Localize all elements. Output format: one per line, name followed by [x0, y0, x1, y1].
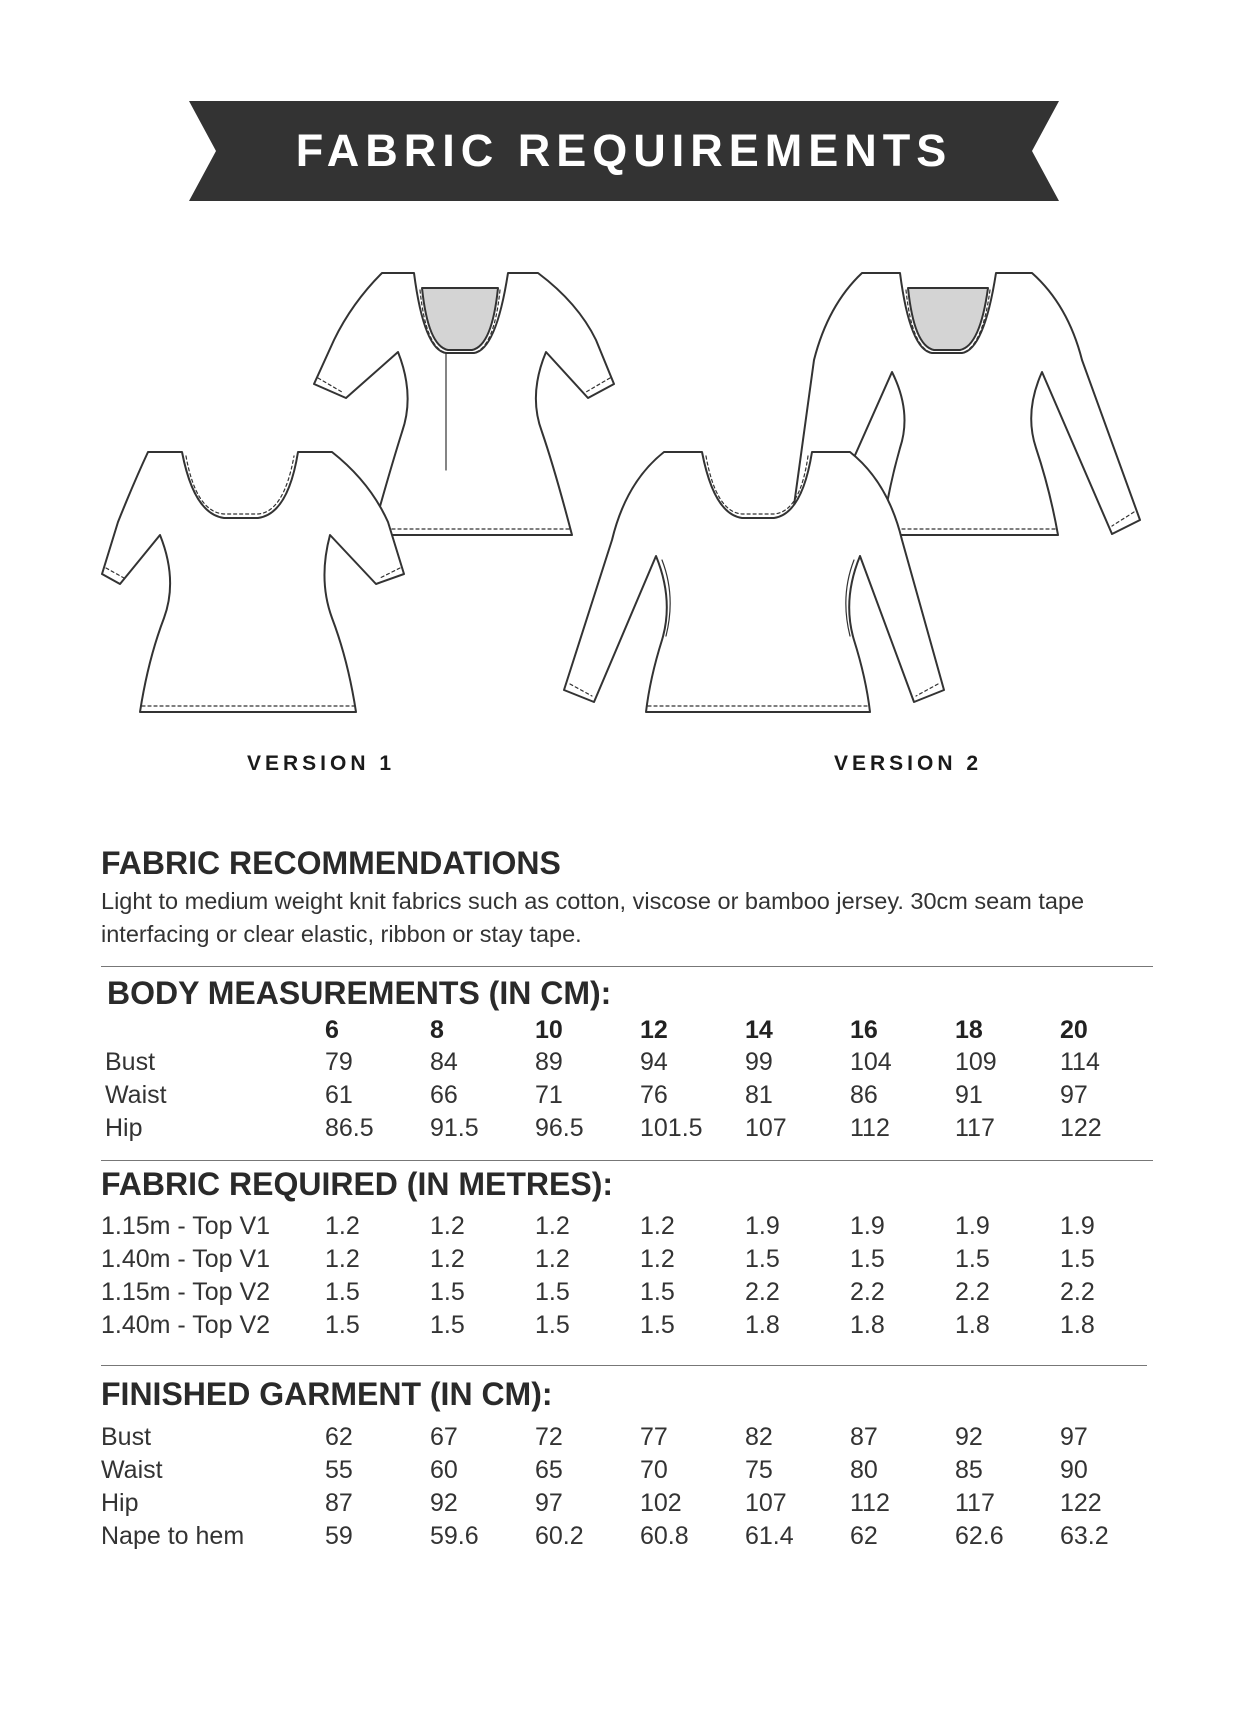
recommendations-line-2: interfacing or clear elastic, ribbon or stay tape. [101, 921, 582, 947]
table-cell: 2.2 [1060, 1278, 1095, 1306]
table-cell: 1.5 [430, 1311, 465, 1339]
table-cell: 84 [430, 1048, 458, 1076]
table-cell: 1.5 [325, 1278, 360, 1306]
table-cell: 1.2 [535, 1212, 570, 1240]
table-cell: 2.2 [955, 1278, 990, 1306]
row-label: Bust [101, 1423, 152, 1451]
table-cell: 94 [640, 1048, 668, 1076]
table-cell: 117 [955, 1489, 995, 1517]
garment-illustrations [0, 0, 1248, 800]
row-label: Nape to hem [101, 1522, 245, 1550]
table-cell: 102 [640, 1489, 682, 1517]
size-20-header: 20 [1060, 1016, 1088, 1044]
table-cell: 81 [745, 1081, 773, 1109]
row-label: 1.40m - Top V2 [101, 1311, 271, 1339]
table-cell: 96.5 [535, 1114, 584, 1142]
table-cell: 70 [640, 1456, 668, 1484]
table-cell: 92 [430, 1489, 458, 1517]
table-cell: 122 [1060, 1114, 1102, 1142]
row-label: 1.15m - Top V2 [101, 1278, 271, 1306]
table-cell: 1.5 [535, 1278, 570, 1306]
row-label: Hip [105, 1114, 143, 1142]
table-cell: 1.5 [325, 1311, 360, 1339]
table-cell: 1.5 [430, 1278, 465, 1306]
table-cell: 91 [955, 1081, 983, 1109]
table-cell: 1.9 [745, 1212, 780, 1240]
table-cell: 62 [325, 1423, 353, 1451]
row-label: Bust [105, 1048, 156, 1076]
table-cell: 79 [325, 1048, 353, 1076]
row-label: Hip [101, 1489, 139, 1517]
table-cell: 1.8 [850, 1311, 885, 1339]
table-cell: 87 [850, 1423, 878, 1451]
size-18-header: 18 [955, 1016, 983, 1044]
fabric-required-heading: FABRIC REQUIRED (IN METRES): [101, 1166, 613, 1202]
table-cell: 2.2 [745, 1278, 780, 1306]
table-cell: 91.5 [430, 1114, 479, 1142]
recommendations-line-1: Light to medium weight knit fabrics such as cotton, viscose or bamboo jersey. 30cm seam tape [101, 888, 1085, 914]
table-cell: 60.2 [535, 1522, 584, 1550]
table-cell: 72 [535, 1423, 563, 1451]
table-cell: 62.6 [955, 1522, 1004, 1550]
table-cell: 61.4 [745, 1522, 794, 1550]
table-cell: 1.5 [1060, 1245, 1095, 1273]
table-cell: 107 [745, 1114, 787, 1142]
table-cell: 86.5 [325, 1114, 374, 1142]
table-cell: 1.5 [640, 1311, 675, 1339]
table-cell: 1.2 [430, 1245, 465, 1273]
page-title: FABRIC REQUIREMENTS [295, 125, 953, 176]
table-cell: 62 [850, 1522, 878, 1550]
table-cell: 112 [850, 1489, 890, 1517]
size-16-header: 16 [850, 1016, 878, 1044]
table-cell: 112 [850, 1114, 890, 1142]
table-cell: 60 [430, 1456, 458, 1484]
table-cell: 99 [745, 1048, 773, 1076]
table-cell: 97 [1060, 1081, 1088, 1109]
table-cell: 1.9 [955, 1212, 990, 1240]
table-cell: 89 [535, 1048, 563, 1076]
table-cell: 87 [325, 1489, 353, 1517]
fabric-recommendations-heading: FABRIC RECOMMENDATIONS [101, 845, 561, 881]
table-cell: 55 [325, 1456, 353, 1484]
table-cell: 1.5 [535, 1311, 570, 1339]
table-cell: 101.5 [640, 1114, 703, 1142]
size-12-header: 12 [640, 1016, 668, 1044]
version-1-front-view [102, 452, 404, 712]
table-cell: 1.5 [850, 1245, 885, 1273]
size-10-header: 10 [535, 1016, 563, 1044]
table-cell: 63.2 [1060, 1522, 1109, 1550]
table-cell: 71 [535, 1081, 563, 1109]
table-cell: 1.2 [535, 1245, 570, 1273]
table-cell: 59 [325, 1522, 353, 1550]
table-cell: 104 [850, 1048, 892, 1076]
finished-garment-heading: FINISHED GARMENT (IN CM): [101, 1376, 553, 1412]
table-cell: 1.8 [955, 1311, 990, 1339]
table-cell: 1.5 [745, 1245, 780, 1273]
table-cell: 82 [745, 1423, 773, 1451]
table-cell: 1.9 [1060, 1212, 1095, 1240]
version-2-label: VERSION 2 [834, 752, 983, 775]
table-cell: 1.8 [745, 1311, 780, 1339]
table-cell: 1.5 [640, 1278, 675, 1306]
table-cell: 114 [1060, 1048, 1100, 1076]
row-label: 1.15m - Top V1 [101, 1212, 271, 1240]
size-6-header: 6 [325, 1016, 339, 1044]
divider [101, 966, 1153, 967]
row-label: Waist [105, 1081, 167, 1109]
table-cell: 117 [955, 1114, 995, 1142]
table-cell: 92 [955, 1423, 983, 1451]
size-8-header: 8 [430, 1016, 444, 1044]
table-cell: 86 [850, 1081, 878, 1109]
table-cell: 1.2 [325, 1245, 360, 1273]
table-cell: 77 [640, 1423, 668, 1451]
table-cell: 97 [535, 1489, 563, 1517]
table-cell: 67 [430, 1423, 458, 1451]
row-label: 1.40m - Top V1 [101, 1245, 271, 1273]
divider [101, 1365, 1147, 1366]
table-cell: 109 [955, 1048, 997, 1076]
table-cell: 59.6 [430, 1522, 479, 1550]
body-measurements-heading: BODY MEASUREMENTS (IN CM): [107, 975, 612, 1011]
table-cell: 60.8 [640, 1522, 689, 1550]
table-cell: 107 [745, 1489, 787, 1517]
size-14-header: 14 [745, 1016, 773, 1044]
table-cell: 90 [1060, 1456, 1088, 1484]
table-cell: 1.9 [850, 1212, 885, 1240]
table-cell: 1.2 [640, 1245, 675, 1273]
table-cell: 1.2 [640, 1212, 675, 1240]
table-cell: 76 [640, 1081, 668, 1109]
version-1-label: VERSION 1 [247, 752, 396, 775]
table-cell: 1.5 [955, 1245, 990, 1273]
table-cell: 97 [1060, 1423, 1088, 1451]
divider [101, 1160, 1153, 1161]
table-cell: 85 [955, 1456, 983, 1484]
version-2-front-view [564, 452, 944, 712]
table-cell: 65 [535, 1456, 563, 1484]
row-label: Waist [101, 1456, 163, 1484]
table-cell: 2.2 [850, 1278, 885, 1306]
table-cell: 75 [745, 1456, 773, 1484]
table-cell: 1.2 [325, 1212, 360, 1240]
table-cell: 80 [850, 1456, 878, 1484]
table-cell: 1.8 [1060, 1311, 1095, 1339]
table-cell: 61 [325, 1081, 353, 1109]
table-cell: 122 [1060, 1489, 1102, 1517]
table-cell: 1.2 [430, 1212, 465, 1240]
table-cell: 66 [430, 1081, 458, 1109]
